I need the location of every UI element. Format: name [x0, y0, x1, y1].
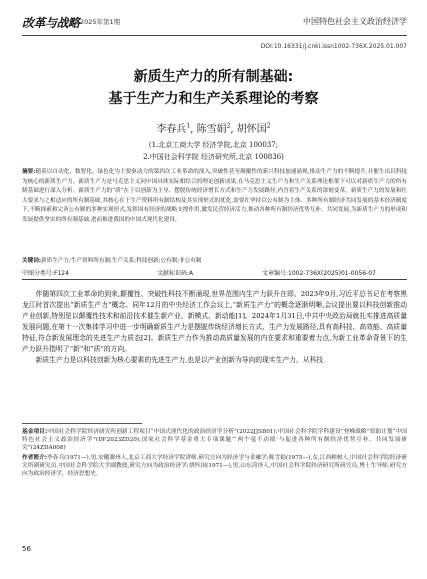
journal-header	[22, 14, 407, 36]
author-name: 李春兵	[156, 124, 187, 135]
author-name: 陈雪娟	[196, 124, 227, 135]
funding-text: 中国社会科学院经济研究所创新工程项目“中国式现代化的政治经济学分析”(2022JJSB01);中国社会科学院学科建设“登峰战略”资助计划“中国特色社会主义政治经济学”(DF2023ZD20);国家社会科学基金重大专项课题“‘两个毫不动摇’与促进各种所有制经济优势互补、共同发展研究”(24ZDA008)	[22, 429, 407, 452]
author-affiliation-mark: 1	[186, 122, 191, 130]
article-body	[22, 289, 407, 366]
journal-section: 中国特色社会主义政治经济学	[303, 17, 407, 26]
author-affiliation-mark: 2	[266, 122, 271, 130]
journal-logo: 改革与战略	[22, 16, 80, 30]
article-title-line-2: 基于生产力和生产关系理论的考察	[108, 91, 319, 107]
affiliation-1: (1.北京工商大学 经济学院,北京 100037;	[148, 141, 279, 149]
body-paragraph: 伴随第四次工业革命的到来,颠覆性、突破性科技不断涌现,世界范围内生产力跃升在即。2023年9月,习近平总书记在考察黑龙江时首次提出“新质生产力”概念。同年12月的中央经济工作会议上,“新质生产力”的概念逐渐明晰,会议提出要以科技创新推动产业创新,特别是以颠覆性技术和前沿技术催生新产业、新模式、新动能[1]。2024年1月31日,中共中央政治局就扎实推进高质量发展问题,在第十一次集体学习中进一步明确新质生产力是摆脱传统经济增长方式、生产力发展路径,具有高科技、高效能、高质量特征,符合新发展理念的先进生产力质态[2]。新质生产力作为推动高质量发展的内在要求和重要着力点,为新工业革命背景下的生产力跃升指明了“新”和“质”的方向。	[22, 290, 407, 353]
abstract-label: 摘要:	[22, 169, 36, 175]
document-code: 文献标识码:A	[157, 270, 194, 277]
article-title-line-1: 新质生产力的所有制基础:	[133, 69, 294, 85]
body-paragraph: 新质生产力是以科技创新为核心要素的先进生产力,也是以产业创新为导向的现实生产力。从科技	[35, 356, 324, 364]
author-affiliation-mark: 2	[226, 122, 231, 130]
keywords-text: 新质生产力;生产资料所有制;生产关系;科技创新;公有制;非公有制	[41, 258, 202, 264]
affiliation-2: 2.中国社会科学院 经济研究所,北京 100836)	[143, 153, 284, 161]
article-number: 文章编号:1002-736X(2025)01-0056-07	[262, 270, 376, 277]
page-number: 56	[22, 545, 31, 553]
author-bio-text: 李春兵(1971—),男,安徽滁州人,北京工商大学经济学院讲师,研究方向为经济学与金融学;陈雪娟(1975—),女,江西樟树人,中国社会科学院经济研究所副研究员,中国社会科学院大学副教授,研究方向为政治经济学;胡怀国(1971—),男,山东菏泽人,中国社会科学院经济研究所研究员,博士生导师,研究方向为政治经济学、经济思想史。	[22, 454, 407, 478]
funding-note	[22, 428, 407, 453]
footnotes	[22, 428, 407, 479]
author-bio-note	[22, 454, 407, 479]
footnote-divider	[22, 423, 142, 424]
issue-number: 2025年第1期	[80, 18, 121, 26]
author-list: 李春兵$^1$, 陈雪娟$^2$, 胡怀国$^2$	[156, 122, 271, 135]
author-bio-label: 作者简介:	[22, 454, 48, 461]
classification-metadata	[22, 268, 407, 280]
author-name: 胡怀国	[236, 124, 267, 135]
keywords	[22, 256, 407, 264]
funding-label: 基金项目:	[22, 429, 48, 435]
abstract	[22, 168, 407, 256]
keywords-label: 关键词:	[22, 258, 42, 264]
abstract-text: 随着以自动化、数智化、绿色化为主要驱动力的第四次工业革命的深入,突破性甚至颠覆性的新兴科技加速涌现,推动生产力的不断提升,并催生出以科技为核心的新质生产力。新质生产力是马克思主义同中国具体实际相结合的理论创新成果,在马克思主义生产力和生产关系理论框架下可以对新质生产力的所有制基础进行深入分析。新质生产力的“质”在于以创新为主导、摆脱传统经济增长方式和生产力发展路径,内含着生产关系的深刻变革。新质生产力的发展和壮大要求与之相适应的所有制基础,其核心在于生产资料所有制结构及其实现形式的优化,需要在坚持以公有制为主体、多种所有制经济共同发展的基本经济制度下,不断探索和完善公有制的多种实现形式,发挥国有经济的战略支撑作用,激发民营经济活力,推动各种所有制经济优势互补、共同发展,为新质生产力的形成和发展提供坚实的所有制基础,进而推进我国的中国式现代化建设。	[22, 169, 407, 223]
doi[interactable]: DOI:10.16331/j.cnki.issn1002-736X.2025.01.007	[260, 43, 407, 50]
clc-number: 中图分类号:F124	[22, 270, 69, 277]
